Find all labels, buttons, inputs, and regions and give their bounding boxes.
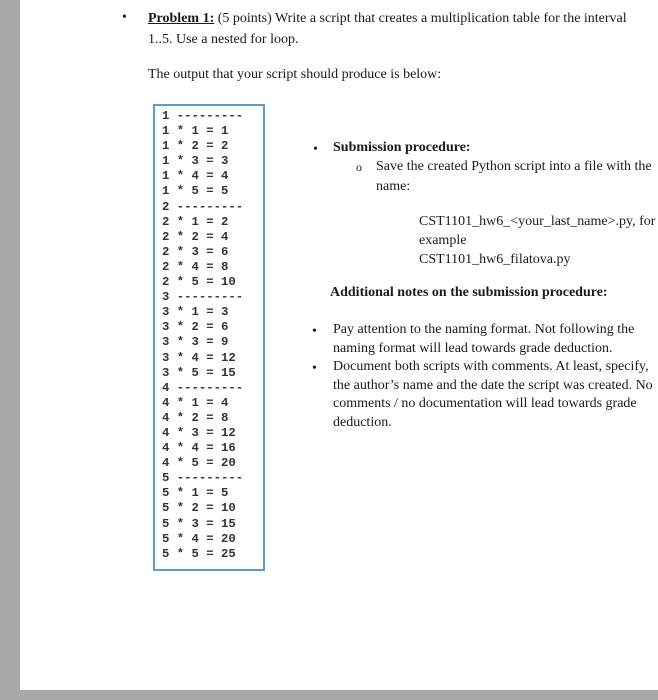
problem-bullet: •	[122, 10, 127, 25]
code-line: 1 * 4 = 4	[162, 169, 229, 184]
code-line: 5 * 1 = 5	[162, 486, 229, 501]
code-line: 2 * 5 = 10	[162, 275, 236, 290]
code-line: 4 * 1 = 4	[162, 395, 229, 410]
notes-heading: Additional notes on the submission procedure:	[330, 285, 608, 300]
code-line: 4 * 4 = 16	[162, 441, 236, 456]
code-line: 3 * 1 = 3	[162, 305, 229, 320]
code-line: 1 * 5 = 5	[162, 184, 229, 199]
submission-sub-bullet: o	[356, 160, 362, 174]
left-frame-border	[0, 0, 20, 700]
code-line: 4 * 5 = 20	[162, 456, 236, 471]
note-item: Document both scripts with comments. At least, specify, the author’s name and the date the script was created. No comments / no documentation will lead towards grade deduction.	[333, 359, 653, 430]
code-line: 3 * 2 = 6	[162, 320, 229, 335]
note-bullet: •	[312, 324, 317, 339]
example-label: example	[419, 233, 467, 248]
code-line: 3 ---------	[162, 290, 244, 305]
submission-bullet: •	[313, 142, 318, 157]
submission-heading: Submission procedure:	[333, 140, 471, 155]
code-line: 4 * 3 = 12	[162, 425, 236, 440]
code-line: 5 * 4 = 20	[162, 531, 236, 546]
code-line: 2 * 3 = 6	[162, 244, 229, 259]
code-line: 2 * 1 = 2	[162, 214, 229, 229]
code-line: 4 ---------	[162, 380, 244, 395]
code-line: 4 * 2 = 8	[162, 410, 229, 425]
problem-text: (5 points) Write a script that creates a multiplication table for the interval 1..5. Use a nested for loop.	[148, 11, 627, 47]
filename-template: CST1101_hw6_<your_last_name>.py, for	[419, 214, 656, 229]
code-line: 3 * 3 = 9	[162, 335, 229, 350]
code-line: 3 * 4 = 12	[162, 350, 236, 365]
code-line: 1 * 1 = 1	[162, 124, 229, 139]
problem-title: Problem 1:	[148, 11, 215, 26]
code-line: 5 ---------	[162, 471, 244, 486]
code-line: 2 ---------	[162, 199, 244, 214]
code-line: 2 * 4 = 8	[162, 259, 229, 274]
submission-instruction: Save the created Python script into a file with the name:	[376, 159, 652, 194]
output-intro: The output that your script should produce is below:	[148, 67, 442, 82]
code-line: 5 * 2 = 10	[162, 501, 236, 516]
code-line: 1 * 2 = 2	[162, 139, 229, 154]
code-line: 1 * 3 = 3	[162, 154, 229, 169]
code-line: 5 * 5 = 25	[162, 546, 236, 561]
code-line: 3 * 5 = 15	[162, 365, 236, 380]
note-item: Pay attention to the naming format. Not following the naming format will lead towards grade deduction.	[333, 322, 635, 356]
bottom-frame-border	[0, 690, 658, 700]
note-bullet: •	[312, 361, 317, 376]
code-output-box	[153, 104, 265, 571]
filename-block	[419, 212, 658, 269]
example-filename: CST1101_hw6_filatova.py	[419, 252, 571, 267]
code-line: 1 ---------	[162, 109, 244, 123]
code-line: 2 * 2 = 4	[162, 229, 229, 244]
code-line: 5 * 3 = 15	[162, 516, 236, 531]
problem-statement	[148, 8, 638, 50]
